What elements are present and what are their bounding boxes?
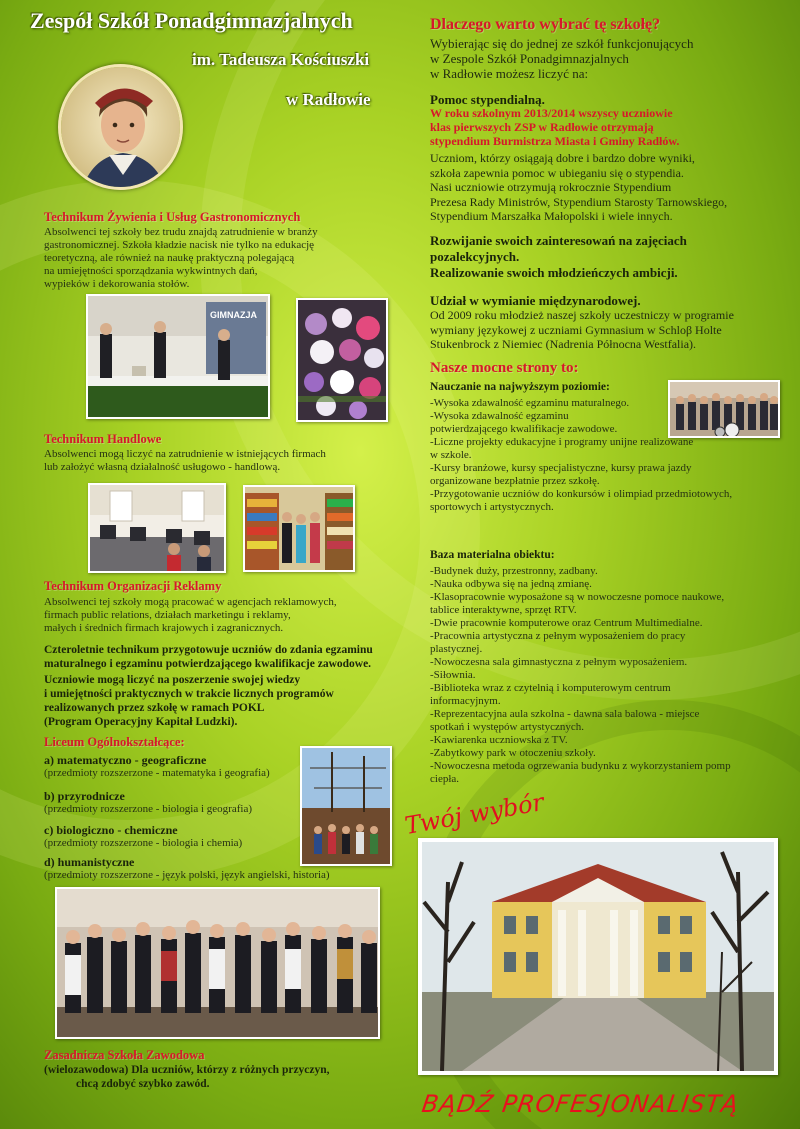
photo-flower-decorations [296, 298, 388, 422]
exchange-desc: Od 2009 roku młodzież naszej szkoły uczestniczy w programie wymiany językowej z uczniami Gymnasium w Schloβ Holte Stukenbrock z Niemiec (Nadrenia Północna Westfalia). [430, 308, 734, 351]
tech-food-desc: Absolwenci tej szkoły bez trudu znajdą zatrudnienie w branży gastronomicznej. Szkoła kładzie nacisk nie tylko na edukację teoretyczną, ale również na naukę praktyczną polegającą na umiejętności sporządzania wykwintnych dań, wypieków i dekorowania stołów. [44, 226, 318, 290]
photo-school-building [418, 838, 778, 1075]
tech-trade-title: Technikum Handlowe [44, 432, 162, 446]
tech-ads-title: Technikum Organizacji Reklamy [44, 579, 222, 593]
photo-students-band [668, 380, 780, 438]
pokl-note: Uczniowie mogą liczyć na poszerzenie swojej wiedzy i umiejętności praktycznych w trakcie licznych programów realizowanych przez szkołę w ramach POKL (Program Operacyjny Kapitał Ludzki). [44, 674, 334, 728]
liceum-profile-d: d) humanistyczne (przedmioty rozszerzone - język polski, język angielski, historia) [44, 855, 330, 881]
tech-trade-desc: Absolwenci mogą liczyć na zatrudnienie w istniejących firmach lub założyć własną działalność usługowo - handlową. [44, 448, 326, 473]
interests-note: Rozwijanie swoich zainteresowań na zajęciach pozalekcyjnych. [430, 233, 687, 264]
base-list: -Budynek duży, przestronny, zadbany. -Nauka odbywa się na jedną zmianę. -Klasopracownie wyposażone są w nowoczesne pomoce naukowe, tablice interaktywne, sprzęt RTV. -Dwie pracownie komputerowe oraz Centrum Multimedialne. -Pracownia artystyczna z pełnym wyposażeniem do pracy plastycznej. -Nowoczesna sala gimnastyczna z pełnym wyposażeniem. -Siłownia. -Biblioteka wraz z czytelnią i komputerowym centrum informacyjnym. -Reprezentacyjna aula szkolna - dawna sala balowa - miejsce spotkań i występów artystycznych. -Kawiarenka uczniowska z TV. -Zabytkowy park w otoczeniu szkoły. -Nowoczesna metoda ogrzewania budynku z wykorzystaniem pomp ciepła. [430, 565, 731, 785]
portrait-image [61, 67, 183, 190]
scholarship-desc: Uczniom, którzy osiągają dobre i bardzo dobre wyniki, szkoła zapewnia pomoc w ubieganiu się o stypendia. Nasi uczniowie otrzymują rokrocznie Stypendium Prezesa Rady Ministrów, Stypendium Starosty Tarnowskiego, Stypendium Marszałka Małopolski i wiele innych. [430, 151, 728, 223]
photo-ship-group [300, 746, 392, 866]
gymnasium-sign: GIMNAZJA [210, 310, 257, 320]
liceum-profile-b: b) przyrodnicze (przedmioty rozszerzone - biologia i geografia) [44, 789, 252, 815]
strengths-title: Nasze mocne strony to: [430, 360, 579, 376]
vocational-desc: (wielozawodowa) Dla uczniów, którzy z różnych przyczyn, chcą zdobyć szybko zawód. [44, 1064, 330, 1090]
photo-computer-lab [88, 483, 226, 573]
tech-ads-desc: Absolwenci tej szkoły mogą pracować w agencjach reklamowych, firmach public relations, działach marketingu i reklamy, małych i średnich firmach krajowych i zagranicznych. [44, 596, 337, 634]
school-town: w Radłowie [286, 90, 371, 109]
ambitions-note: Realizowanie swoich młodzieńczych ambicji. [430, 265, 678, 280]
exchange-title: Udział w wymianie międzynarodowej. [430, 293, 641, 308]
photo-ceremony [86, 294, 270, 419]
strengths-list: -Wysoka zdawalność egzaminu maturalnego. -Wysoka zdawalność egzaminu potwierdzającego kwalifikacje zawodowe. -Liczne projekty edukacyjne i programy unijne realizowane w szkole. -Kursy branżowe, kursy specjalistyczne, kursy prawa jazdy organizowane bezpłatnie przez szkołę. -Przygotowanie uczniów do konkursów i olimpiad przedmiotowych, sportowych i artystycznych. [430, 397, 733, 513]
vocational-title: Zasadnicza Szkoła Zawodowa [44, 1048, 205, 1062]
why-title: Dlaczego warto wybrać tę szkołę? [430, 16, 661, 33]
photo-costume-party [55, 887, 380, 1039]
school-patron: im. Tadeusza Kościuszki [192, 50, 370, 69]
tech-food-title: Technikum Żywienia i Usług Gastronomicznych [44, 210, 301, 224]
scholarship-title: Pomoc stypendialną. [430, 92, 545, 107]
liceum-title: Liceum Ogólnokształcące: [44, 735, 185, 749]
strengths-subtitle: Nauczanie na najwyższym poziomie: [430, 381, 610, 393]
slogan-be-professional: BĄDŹ PROFESJONALISTĄ [420, 1090, 741, 1118]
your-choice-script: Twój wybór [402, 788, 546, 840]
liceum-profile-c: c) biologiczno - chemiczne (przedmioty rozszerzone - biologia i chemia) [44, 823, 243, 849]
why-intro: Wybierając się do jednej ze szkół funkcjonujących w Zespole Szkół Ponadgimnazjalnych w Radłowie możesz liczyć na: [430, 36, 694, 81]
school-name: Zespół Szkół Ponadgimnazjalnych [30, 8, 353, 33]
base-title: Baza materialna obiektu: [430, 549, 555, 561]
photo-store [243, 485, 355, 572]
liceum-profile-a: a) matematyczno - geograficzne (przedmioty rozszerzone - matematyka i geografia) [44, 753, 270, 779]
scholarship-highlight: W roku szkolnym 2013/2014 wszyscy uczniowie klas pierwszych ZSP w Radłowie otrzymają stypendium Burmistrza Miasta i Gminy Radłów. [430, 106, 680, 148]
technikum-exams-note: Czteroletnie technikum przygotowuje uczniów do zdania egzaminu maturalnego i egzaminu potwierdzającego kwalifikacje zawodowe. [44, 644, 373, 670]
kosciuszki-portrait [58, 64, 183, 190]
